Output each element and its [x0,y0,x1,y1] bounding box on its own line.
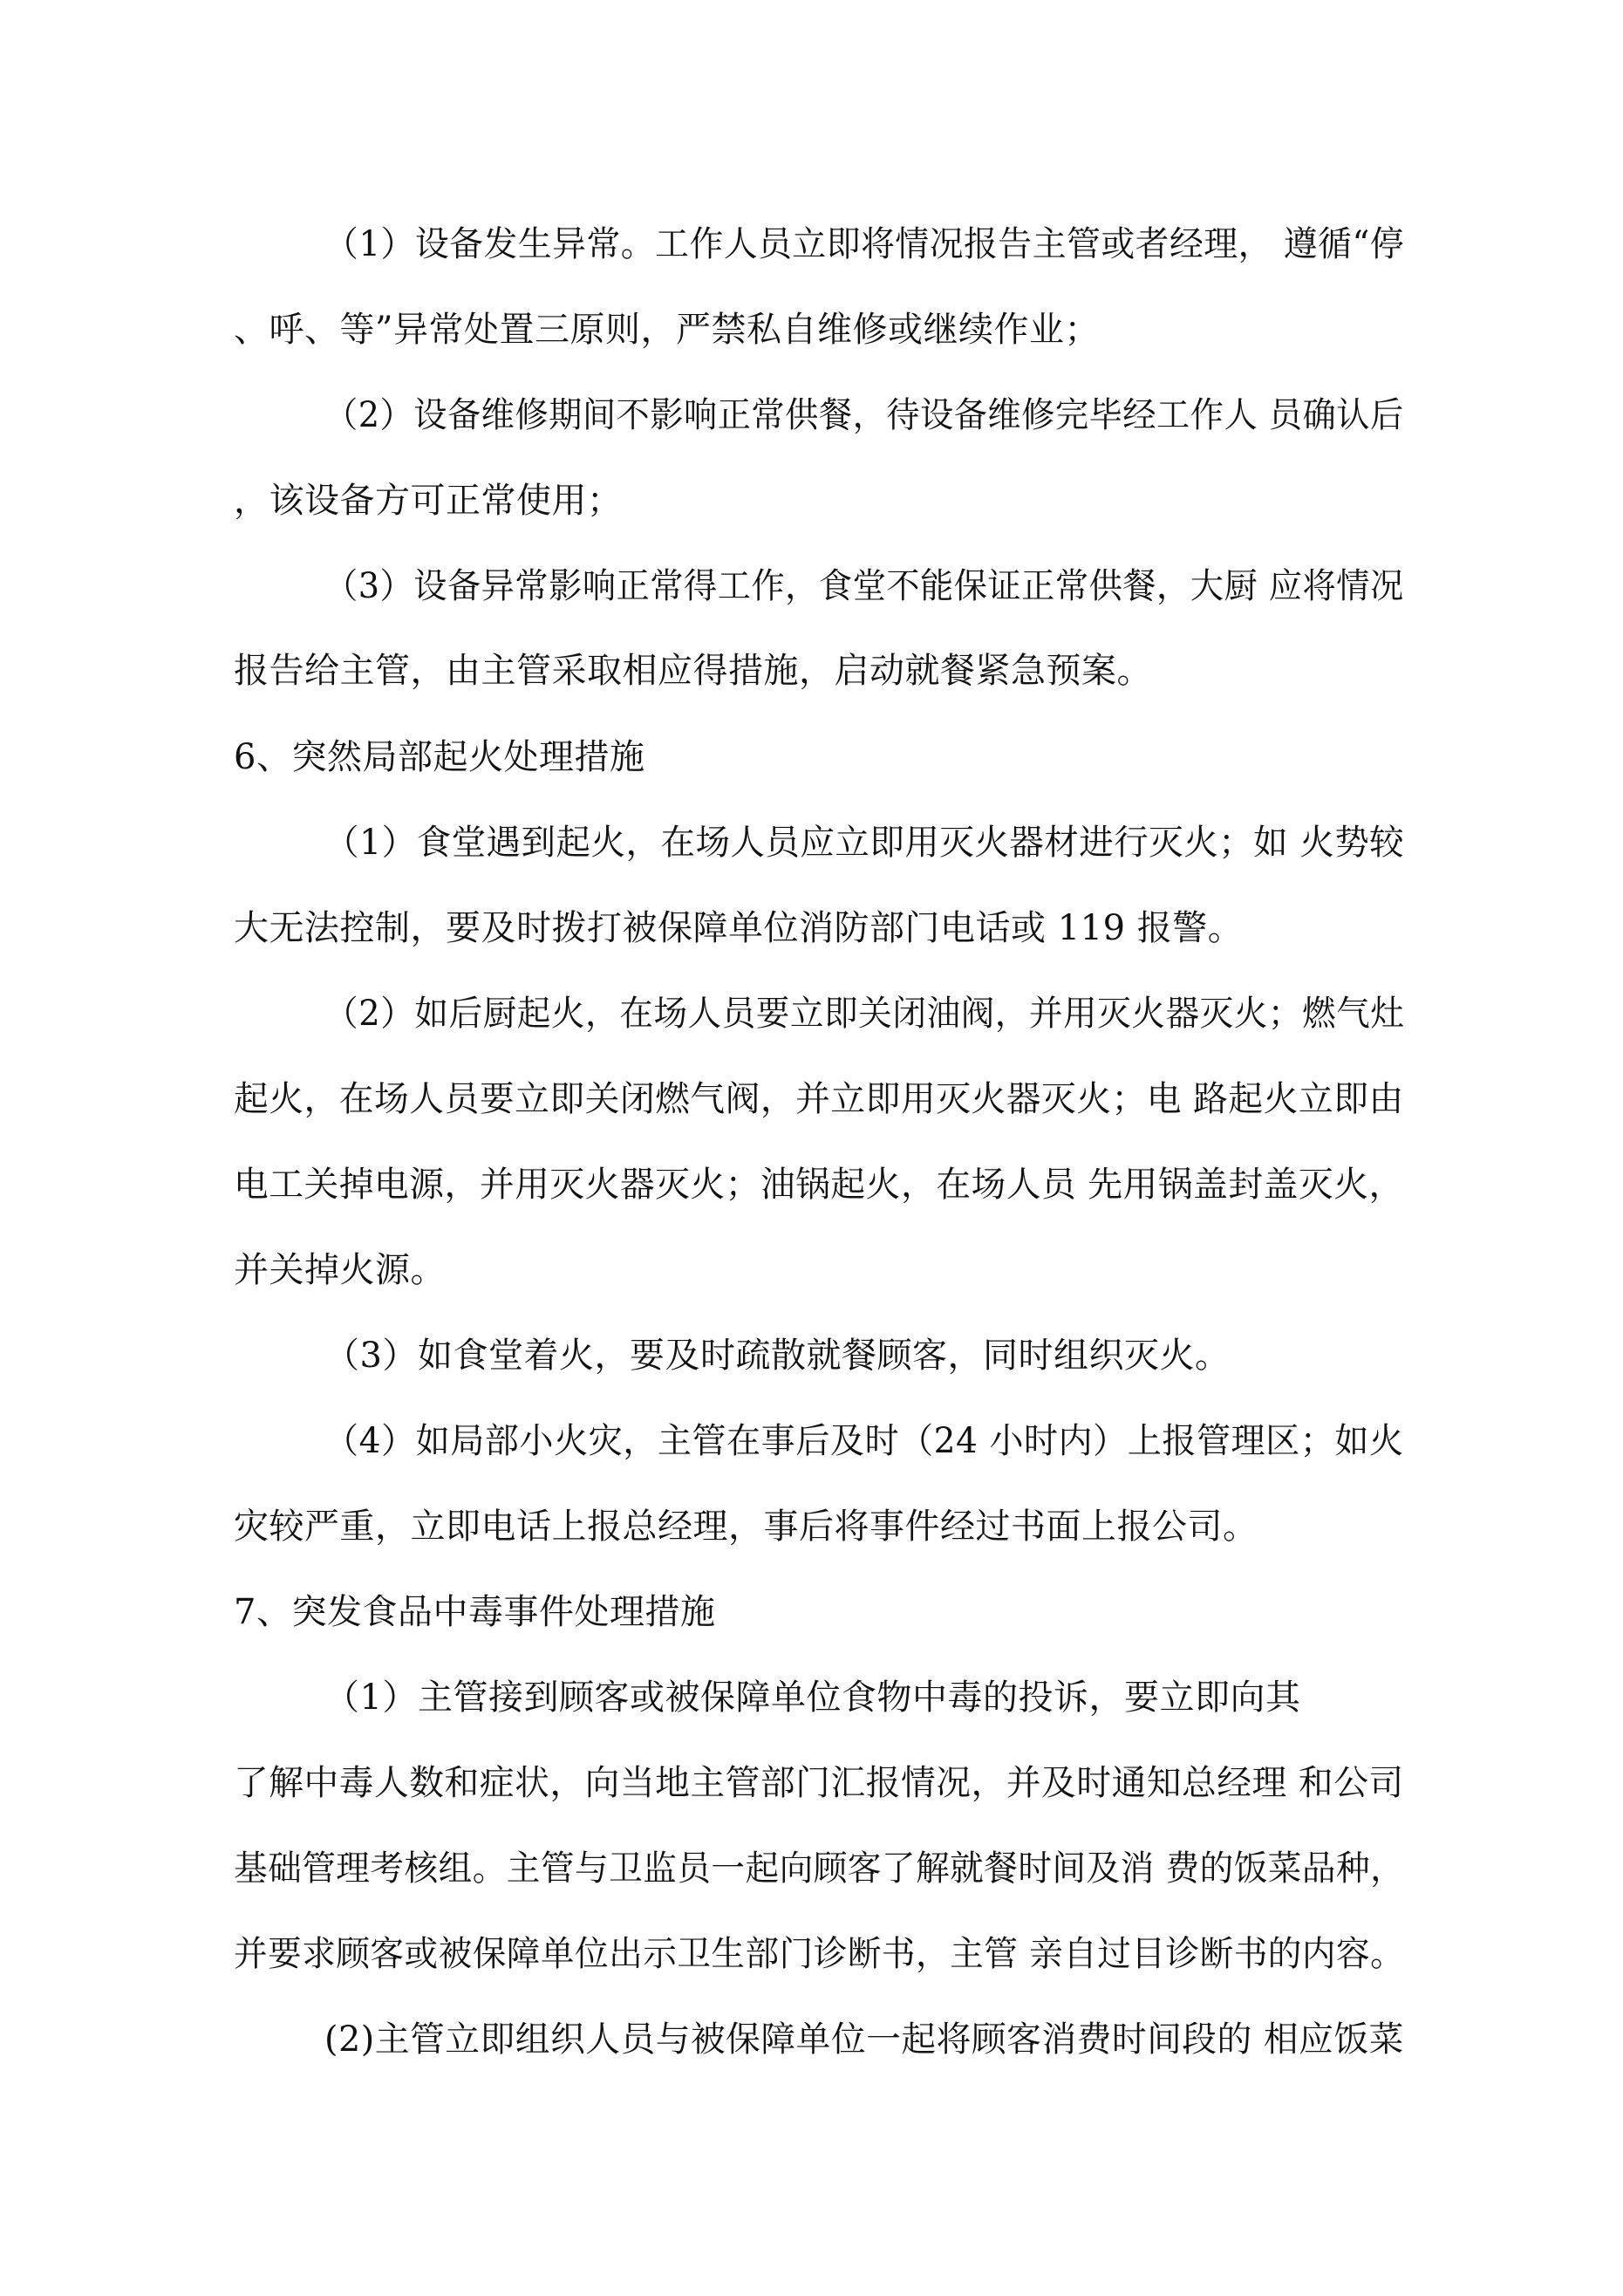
paragraph-line: 、呼、等”异常处置三原则，严禁私自维修或继续作业； [234,310,1100,350]
paragraph-line: 灾较严重，立即电话上报总经理，事后将事件经过书面上报公司。 [234,1507,1258,1547]
paragraph-line: （2）如后厨起火，在场人员要立即关闭油阀，并用灭火器灭火；燃气灶 [324,994,1405,1034]
paragraph-line: （3）设备异常影响正常得工作，食堂不能保证正常供餐，大厨 应将情况 [324,566,1404,606]
paragraph-line: ，该设备方可正常使用； [234,481,623,521]
paragraph-line: 并要求顾客或被保障单位出示卫生部门诊断书，主管 亲自过目诊断书的内容。 [234,1934,1405,1974]
paragraph-line: （1）食堂遇到起火，在场人员应立即用灭火器材进行灭火；如 火势较 [324,823,1405,863]
paragraph-line: 报告给主管，由主管采取相应得措施，启动就餐紧急预案。 [234,651,1152,691]
paragraph-line: 电工关掉电源，并用灭火器灭火；油锅起火，在场人员 先用锅盖封盖灭火， [234,1165,1404,1205]
paragraph-line: （1）设备发生异常。工作人员立即将情况报告主管或者经理， 遵循“停 [324,224,1405,264]
paragraph-line: （4）如局部小火灾，主管在事后及时（24 小时内）上报管理区；如火 [324,1421,1404,1461]
section-heading: 6、突然局部起火处理措施 [234,737,645,777]
paragraph-line: 起火，在场人员要立即关闭燃气阀，并立即用灭火器灭火；电 路起火立即由 [234,1079,1404,1119]
paragraph-line: （2）设备维修期间不影响正常供餐，待设备维修完毕经工作人 员确认后 [324,395,1404,435]
section-heading: 7、突发食品中毒事件处理措施 [234,1592,716,1632]
paragraph-line: 了解中毒人数和症状，向当地主管部门汇报情况，并及时通知总经理 和公司 [234,1763,1404,1803]
paragraph-line: （3）如食堂着火，要及时疏散就餐顾客，同时组织灭火。 [324,1336,1231,1376]
paragraph-line: （1）主管接到顾客或被保障单位食物中毒的投诉，要立即向其 [324,1678,1301,1718]
paragraph-line: 大无法控制，要及时拨打被保障单位消防部门电话或 119 报警。 [234,908,1244,948]
paragraph-line: 并关掉火源。 [234,1250,446,1290]
paragraph-line: 基础管理考核组。主管与卫监员一起向顾客了解就餐时间及消 费的饭菜品种， [234,1848,1405,1889]
paragraph-line: (2)主管立即组织人员与被保障单位一起将顾客消费时间段的 相应饭菜 [324,2019,1404,2060]
